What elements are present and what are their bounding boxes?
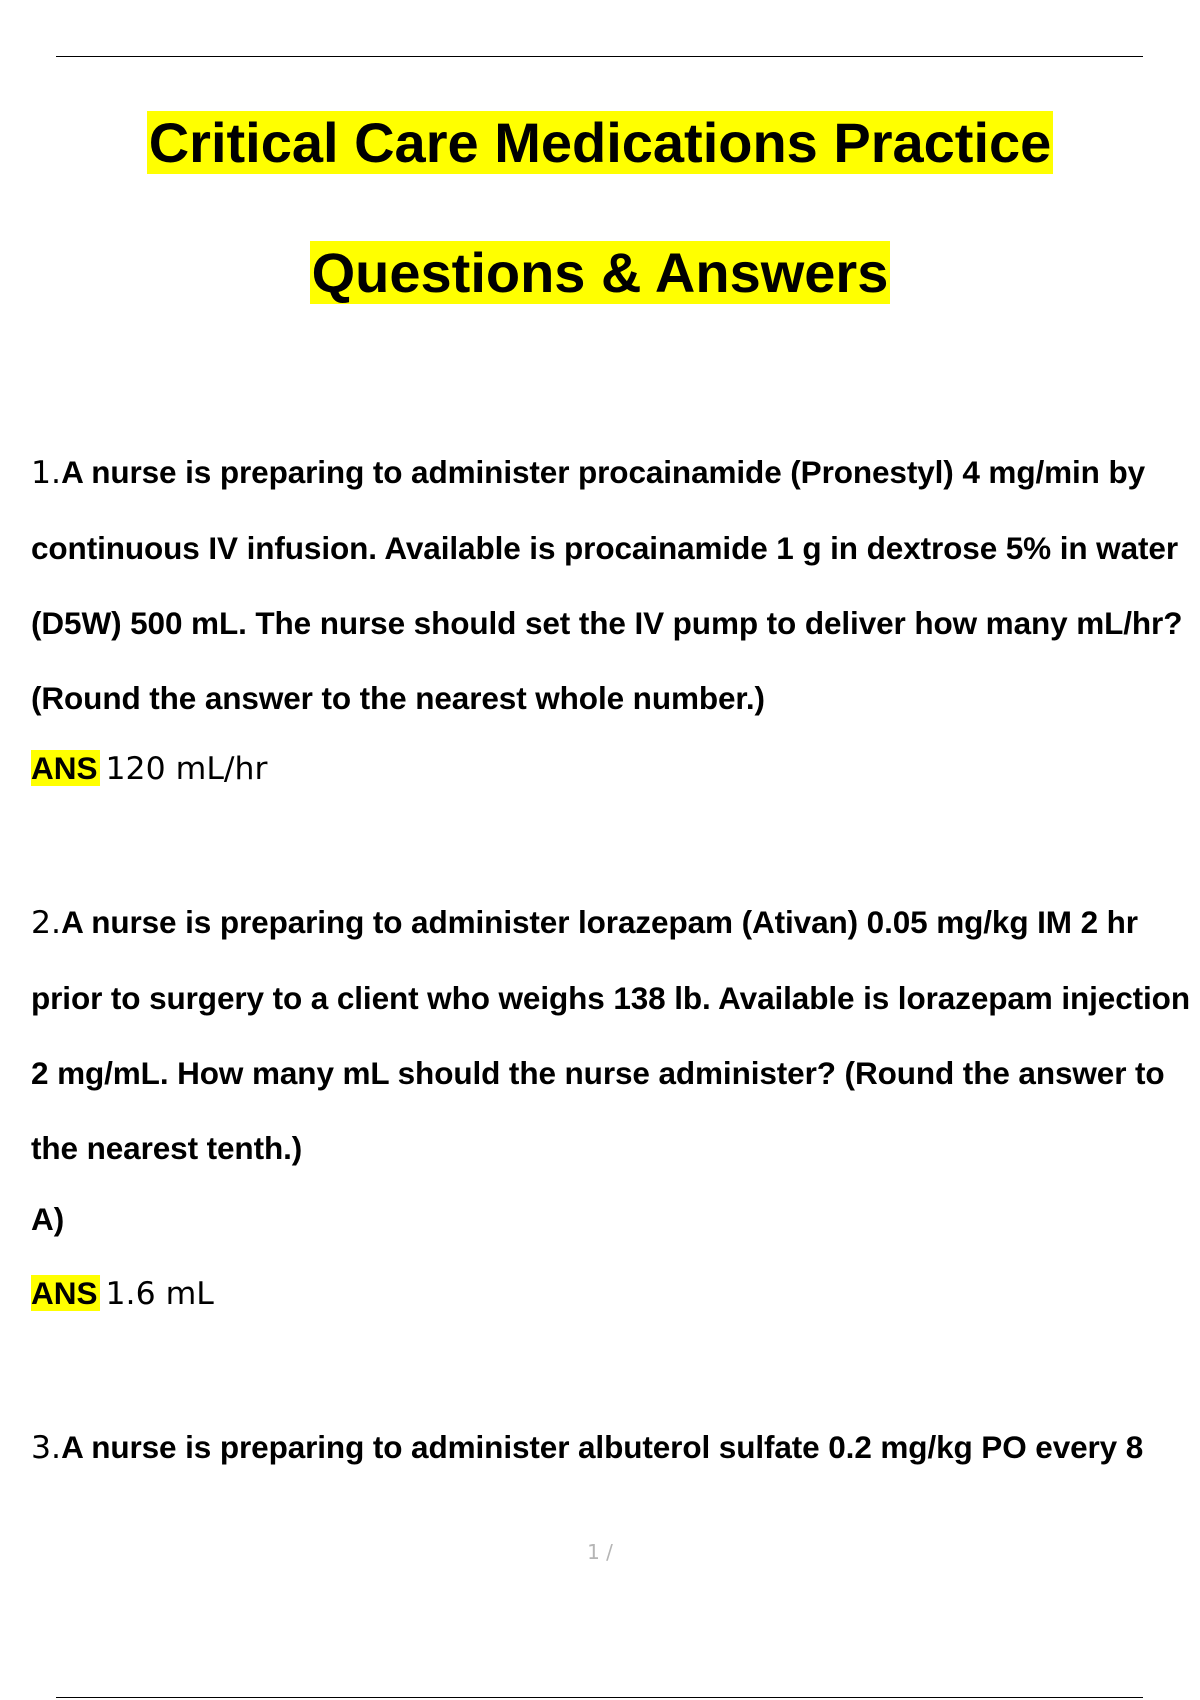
question-text: A nurse is preparing to administer albuterol sulfate 0.2 mg/kg PO every 8 [61, 1429, 1144, 1465]
question-number: 3. [31, 1430, 62, 1466]
answer-value: 1.6 mL [105, 1276, 214, 1312]
question-number: 2. [31, 905, 62, 941]
bottom-rule [56, 1697, 1143, 1698]
answer-label: ANS [31, 1275, 98, 1311]
title-line-2: Questions & Answers [311, 241, 889, 304]
top-rule [56, 56, 1143, 57]
question-1 [31, 435, 1191, 736]
title-line-1: Critical Care Medications Practice [148, 111, 1052, 174]
option-a: A) [31, 1201, 65, 1237]
question-text: A nurse is preparing to administer procainamide (Pronestyl) 4 mg/min by continuous IV infusion. Available is procainamide 1 g in dextrose 5% in water (D5W) 500 mL. The nurse should set the IV pump to deliver how many mL/hr? (Round the answer to the nearest whole number.) [31, 454, 1183, 716]
question-3 [31, 1410, 1191, 1486]
answer-value: 120 mL/hr [105, 751, 268, 787]
answer-1 [31, 748, 267, 789]
answer-2 [31, 1273, 214, 1314]
document-title [0, 110, 1200, 176]
question-number: 1. [31, 455, 62, 491]
question-text: A nurse is preparing to administer lorazepam (Ativan) 0.05 mg/kg IM 2 hr prior to surgery to a client who weighs 138 lb. Available is lorazepam injection 2 mg/mL. How many mL should the nurse administer? (Round the answer to the nearest tenth.) [31, 904, 1190, 1166]
question-2 [31, 885, 1191, 1186]
document-subtitle [0, 240, 1200, 306]
answer-label: ANS [31, 750, 98, 786]
page-number: 1 / [587, 1540, 613, 1564]
